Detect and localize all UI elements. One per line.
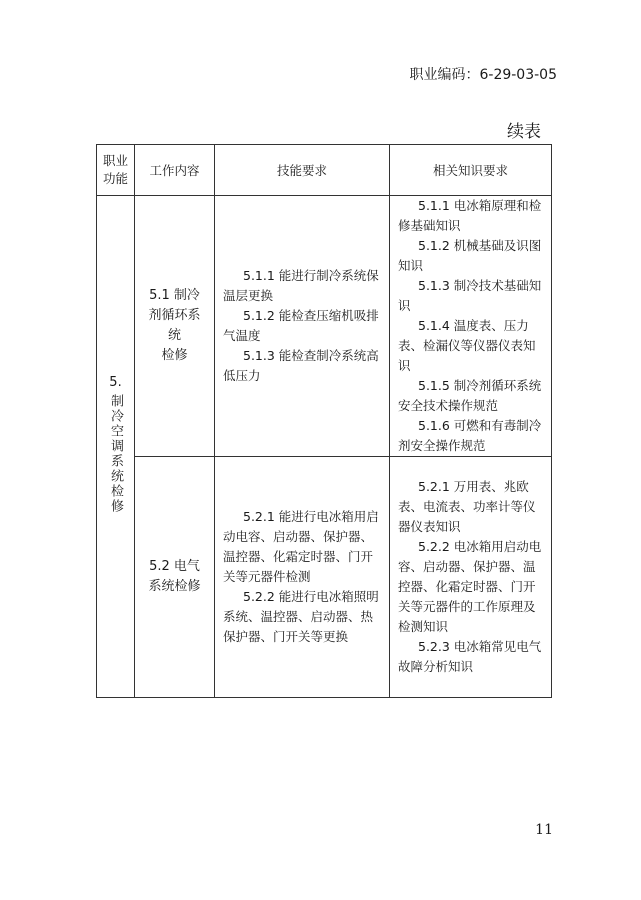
table-row [97, 196, 552, 457]
header-function: 职业 功能 [97, 145, 135, 196]
knowledge-item: 5.1.2 机械基础及识图知识 [398, 238, 542, 273]
header-work-content: 工作内容 [135, 145, 215, 196]
table-header-row [97, 145, 552, 196]
table-row [97, 457, 552, 698]
knowledge-item: 5.1.6 可燃和有毒制冷剂安全操作规范 [398, 418, 542, 453]
knowledge-item: 5.1.4 温度表、压力表、检漏仪等仪器仪表知识 [398, 318, 536, 373]
knowledge-item: 5.1.3 制冷技术基础知识 [398, 278, 542, 313]
skills-table [96, 144, 552, 698]
skill-item: 5.1.3 能检查制冷系统高低压力 [223, 348, 379, 383]
skills-cell [215, 457, 390, 698]
knowledge-cell [390, 196, 552, 457]
function-cell [97, 196, 135, 698]
page-number: 11 [535, 822, 553, 838]
knowledge-item: 5.1.1 电冰箱原理和检修基础知识 [398, 198, 542, 233]
work-content-cell: 5.2 电气 系统检修 [135, 457, 215, 698]
skills-cell [215, 196, 390, 457]
continued-label: 续表 [507, 122, 541, 142]
skill-item: 5.1.2 能检查压缩机吸排气温度 [223, 308, 379, 343]
occupation-code: 职业编码：6-29-03-05 [409, 67, 557, 83]
work-content-cell: 5.1 制冷 剂循环系统 检修 [135, 196, 215, 457]
knowledge-item: 5.2.1 万用表、兆欧表、电流表、功率计等仪器仪表知识 [398, 479, 536, 534]
knowledge-item: 5.2.2 电冰箱用启动电容、启动器、保护器、温控器、化霜定时器、门开关等元器件的工作原理及检测知识 [398, 539, 542, 634]
knowledge-item: 5.2.3 电冰箱常见电气故障分析知识 [398, 639, 542, 674]
header-skills: 技能要求 [215, 145, 390, 196]
function-number: 5. [109, 375, 122, 390]
skill-item: 5.2.2 能进行电冰箱照明系统、温控器、启动器、热保护器、门开关等更换 [223, 589, 379, 644]
skill-item: 5.1.1 能进行制冷系统保温层更换 [223, 268, 379, 303]
knowledge-item: 5.1.5 制冷剂循环系统安全技术操作规范 [398, 378, 542, 413]
knowledge-cell [390, 457, 552, 698]
skill-item: 5.2.1 能进行电冰箱用启动电容、启动器、保护器、温控器、化霜定时器、门开关等元器件检测 [223, 509, 379, 584]
function-name: 制冷空调系统检修 [108, 394, 123, 514]
header-knowledge: 相关知识要求 [390, 145, 552, 196]
